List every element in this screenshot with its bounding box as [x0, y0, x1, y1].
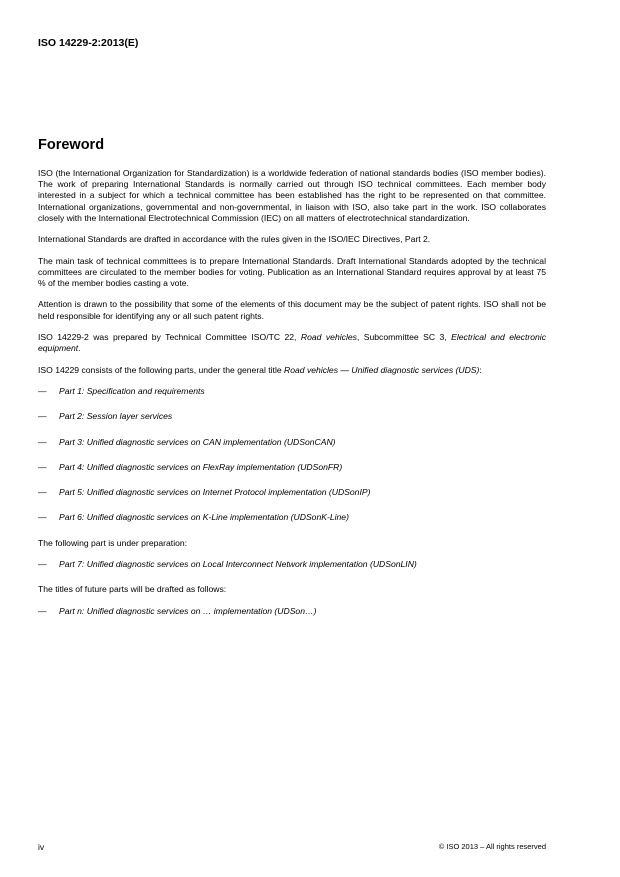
part-title: Part 2: Session layer services — [59, 411, 173, 422]
list-item — [38, 606, 546, 617]
paragraph-patent-notice: Attention is drawn to the possibility that some of the elements of this document may be the subject of patent rights. ISO shall not be held responsible for identifying any or all such patent rights. — [38, 299, 546, 321]
prepared-by-text: ISO 14229-2 was prepared by Technical Committee ISO/TC 22, — [38, 331, 301, 342]
list-dash: — — [38, 385, 47, 396]
paragraph-under-preparation: The following part is under preparation: — [38, 537, 188, 548]
list-item — [38, 559, 546, 570]
general-title: Road vehicles — Unified diagnostic services (UDS) — [284, 364, 480, 375]
list-dash: — — [38, 605, 47, 616]
list-item — [38, 411, 546, 422]
paragraph-parts-intro — [38, 365, 546, 376]
page-title: Foreword — [38, 137, 105, 153]
parts-intro-text: ISO 14229 consists of the following parts, under the general title — [38, 364, 285, 375]
foreword-body — [38, 168, 546, 631]
part-title: Part 3: Unified diagnostic services on CAN implementation (UDSonCAN) — [59, 436, 336, 447]
list-dash: — — [38, 487, 47, 498]
list-item — [38, 386, 546, 397]
list-dash: — — [38, 512, 47, 523]
period: . — [78, 343, 81, 354]
paragraph-prepared-by — [38, 332, 546, 354]
paragraph-drafting-rules: International Standards are drafted in accordance with the rules given in the ISO/IEC Directives, Part 2. — [38, 234, 431, 245]
subcommittee-title: Electrical and electronic equipment — [38, 331, 546, 354]
list-item — [38, 462, 546, 473]
part-title: Part n: Unified diagnostic services on … implementation (UDSon…) — [59, 605, 317, 616]
part-title: Part 1: Specification and requirements — [59, 385, 205, 396]
list-dash: — — [38, 461, 47, 472]
paragraph-iso-intro: ISO (the International Organization for Standardization) is a worldwide federation of national standards bodies (ISO member bodies). The work of preparing International Standards is normally carried out through ISO technical committees. Each member body interested in a subject for which a technical committee has been established has the right to be represented on that committee. International organizations, governmental and non-governmental, in liaison with ISO, also take part in the work. ISO collaborates closely with the International Electrotechnical Commission (IEC) on all matters of electrotechnical standardization. — [38, 168, 546, 223]
part-title: Part 4: Unified diagnostic services on FlexRay implementation (UDSonFR) — [59, 461, 343, 472]
copyright-notice: © ISO 2013 – All rights reserved — [438, 842, 546, 851]
page-number: iv — [38, 842, 45, 852]
part-title: Part 5: Unified diagnostic services on Internet Protocol implementation (UDSonIP) — [59, 487, 371, 498]
subcommittee-text: , Subcommittee SC 3, — [356, 331, 452, 342]
document-id-header: ISO 14229-2:2013(E) — [38, 37, 139, 49]
paragraph-committee-task: The main task of technical committees is to prepare International Standards. Draft International Standards adopted by the technical committees are circulated to the member bodies for voting. Publication as an International Standard requires approval by at least 75 % of the member bodies casting a vote. — [38, 255, 546, 288]
list-dash: — — [38, 559, 47, 570]
paragraph-future-parts: The titles of future parts will be drafted as follows: — [38, 584, 227, 595]
list-dash: — — [38, 436, 47, 447]
part-title: Part 7: Unified diagnostic services on Local Interconnect Network implementation (UDSonLIN) — [59, 559, 417, 570]
list-item — [38, 512, 546, 523]
list-item — [38, 437, 546, 448]
colon: : — [479, 364, 482, 375]
part-title: Part 6: Unified diagnostic services on K-Line implementation (UDSonK-Line) — [59, 512, 349, 523]
list-dash: — — [38, 411, 47, 422]
committee-title: Road vehicles — [300, 331, 357, 342]
list-item — [38, 487, 546, 498]
